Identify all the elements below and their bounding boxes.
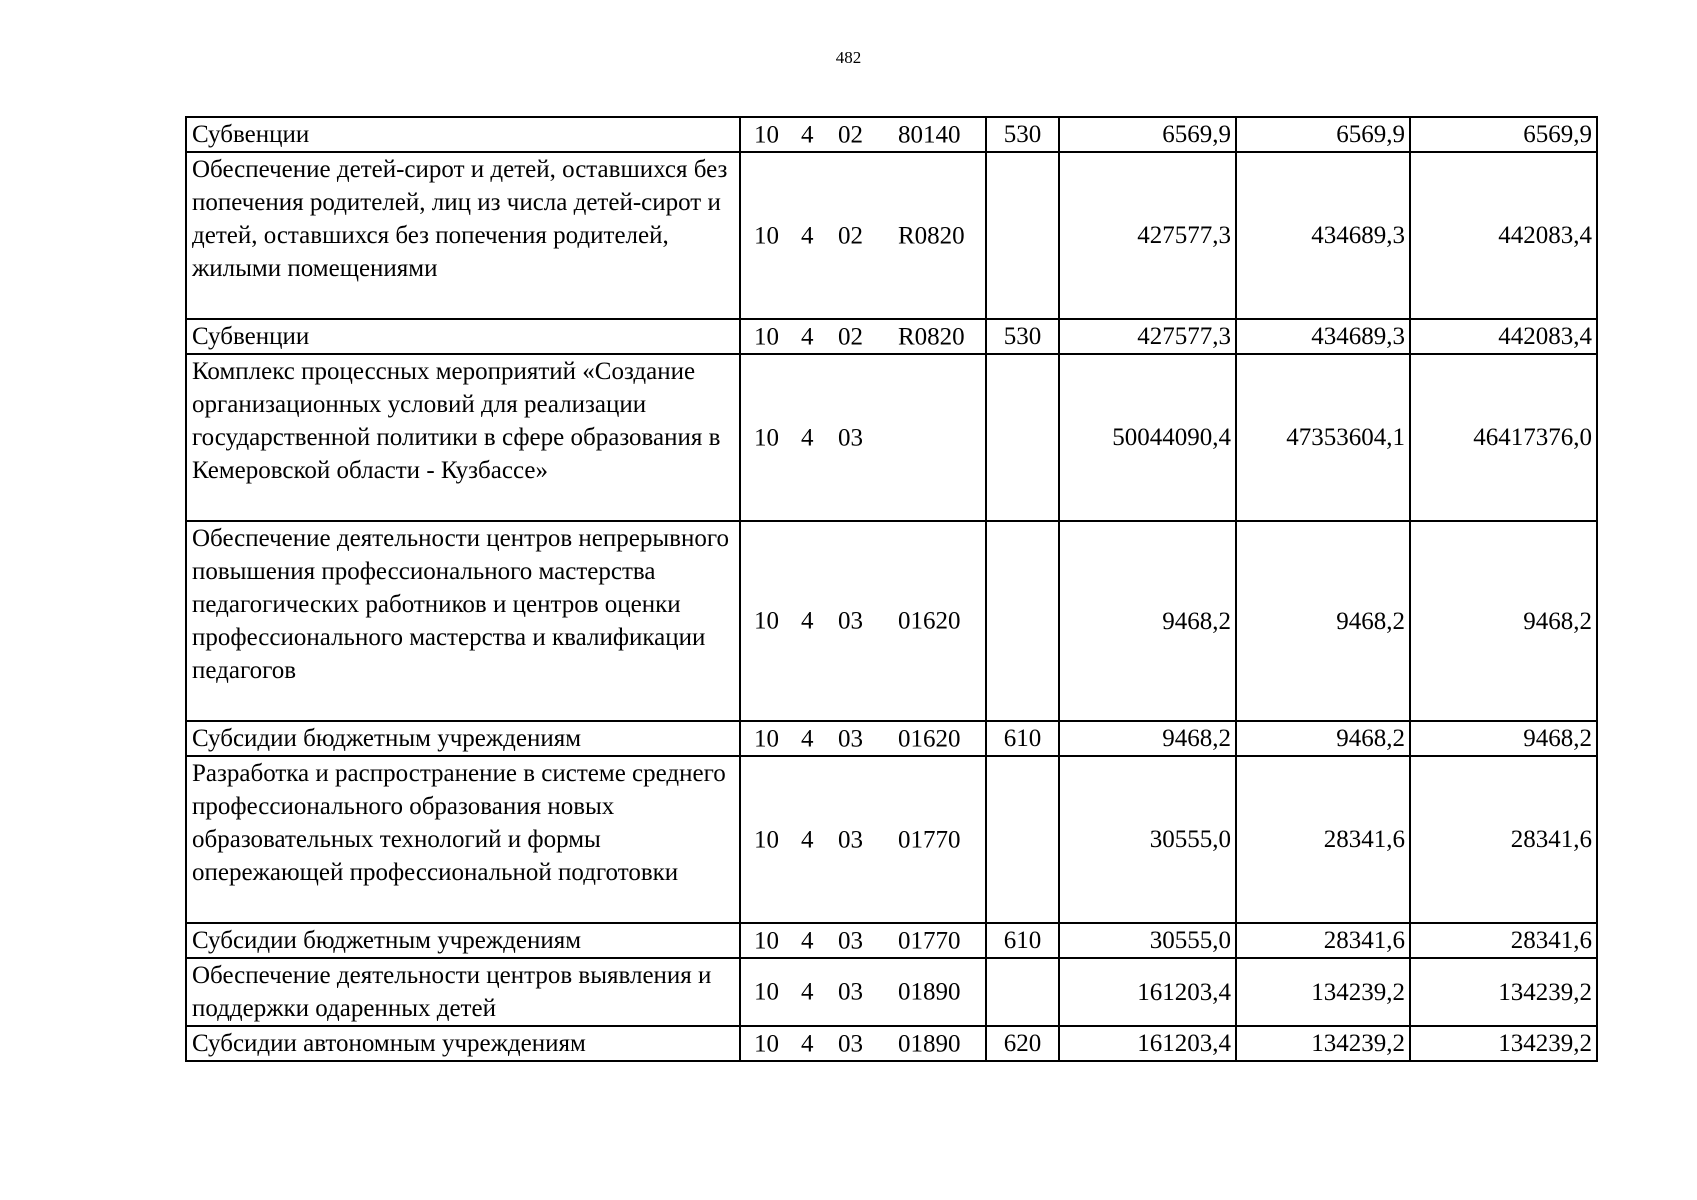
table-row [186, 923, 1597, 958]
code-section: 10 [754, 725, 779, 752]
amount-year-1: 427577,3 [1059, 152, 1236, 319]
table-row [186, 354, 1597, 521]
expense-type [986, 354, 1059, 521]
code-subprogram: 03 [838, 725, 863, 752]
code-direction: 01620 [898, 725, 961, 752]
code-program: 4 [801, 607, 814, 635]
row-codes [740, 1026, 986, 1061]
code-subprogram: 02 [838, 121, 863, 148]
amount-year-2: 434689,3 [1236, 152, 1410, 319]
amount-year-3: 442083,4 [1410, 152, 1597, 319]
code-direction: R0820 [898, 323, 965, 350]
code-direction: 01620 [898, 607, 961, 635]
code-program: 4 [801, 424, 814, 451]
table-row [186, 521, 1597, 721]
code-subprogram: 03 [838, 1030, 863, 1057]
row-name: Субвенции [186, 319, 740, 354]
table-row [186, 152, 1597, 319]
amount-year-2: 134239,2 [1236, 958, 1410, 1026]
table-row [186, 319, 1597, 354]
expense-type: 530 [986, 117, 1059, 152]
row-codes [740, 721, 986, 756]
expense-type: 610 [986, 721, 1059, 756]
code-subprogram: 02 [838, 222, 863, 249]
code-subprogram: 03 [838, 607, 863, 635]
code-section: 10 [754, 978, 779, 1006]
amount-year-2: 434689,3 [1236, 319, 1410, 354]
amount-year-1: 50044090,4 [1059, 354, 1236, 521]
budget-table-body [186, 117, 1597, 1061]
row-codes [740, 521, 986, 721]
code-direction: 01770 [898, 927, 961, 954]
code-direction: 01890 [898, 1030, 961, 1057]
code-program: 4 [801, 222, 814, 249]
code-subprogram: 03 [838, 424, 863, 451]
row-name: Субвенции [186, 117, 740, 152]
table-row [186, 1026, 1597, 1061]
code-direction: 01770 [898, 826, 961, 853]
amount-year-3: 9468,2 [1410, 721, 1597, 756]
expense-type: 610 [986, 923, 1059, 958]
row-codes [740, 117, 986, 152]
code-program: 4 [801, 927, 814, 954]
page-number: 482 [835, 48, 862, 67]
row-name: Субсидии бюджетным учреждениям [186, 721, 740, 756]
expense-type [986, 152, 1059, 319]
code-subprogram: 03 [838, 826, 863, 853]
amount-year-3: 28341,6 [1410, 756, 1597, 923]
code-subprogram: 03 [838, 927, 863, 954]
amount-year-2: 134239,2 [1236, 1026, 1410, 1061]
amount-year-1: 161203,4 [1059, 1026, 1236, 1061]
row-name: Обеспечение деятельности центров выявления и поддержки одаренных детей [186, 958, 740, 1026]
amount-year-2: 28341,6 [1236, 756, 1410, 923]
amount-year-2: 28341,6 [1236, 923, 1410, 958]
code-program: 4 [801, 725, 814, 752]
amount-year-2: 6569,9 [1236, 117, 1410, 152]
amount-year-3: 134239,2 [1410, 1026, 1597, 1061]
row-name: Комплекс процессных мероприятий «Создание организационных условий для реализации государственной политики в сфере образования в Кемеровской области - Кузбассе» [186, 354, 740, 521]
amount-year-3: 9468,2 [1410, 521, 1597, 721]
code-section: 10 [754, 424, 779, 451]
code-program: 4 [801, 1030, 814, 1057]
table-row [186, 721, 1597, 756]
amount-year-3: 6569,9 [1410, 117, 1597, 152]
table-row [186, 958, 1597, 1026]
amount-year-1: 9468,2 [1059, 521, 1236, 721]
code-program: 4 [801, 826, 814, 853]
code-subprogram: 03 [838, 978, 863, 1006]
amount-year-1: 427577,3 [1059, 319, 1236, 354]
amount-year-3: 442083,4 [1410, 319, 1597, 354]
amount-year-1: 30555,0 [1059, 756, 1236, 923]
amount-year-3: 46417376,0 [1410, 354, 1597, 521]
table-row [186, 117, 1597, 152]
table-row [186, 756, 1597, 923]
row-name: Обеспечение детей-сирот и детей, оставшихся без попечения родителей, лиц из числа детей-сирот и детей, оставшихся без попечения родителей, жилыми помещениями [186, 152, 740, 319]
amount-year-2: 9468,2 [1236, 721, 1410, 756]
expense-type [986, 521, 1059, 721]
row-name: Разработка и распространение в системе среднего профессионального образования новых образовательных технологий и формы опережающей профессиональной подготовки [186, 756, 740, 923]
amount-year-1: 9468,2 [1059, 721, 1236, 756]
row-codes [740, 923, 986, 958]
row-name: Субсидии автономным учреждениям [186, 1026, 740, 1061]
code-section: 10 [754, 1030, 779, 1057]
code-program: 4 [801, 978, 814, 1006]
code-program: 4 [801, 121, 814, 148]
row-codes [740, 354, 986, 521]
amount-year-1: 6569,9 [1059, 117, 1236, 152]
code-section: 10 [754, 222, 779, 249]
amount-year-3: 28341,6 [1410, 923, 1597, 958]
code-subprogram: 02 [838, 323, 863, 350]
code-program: 4 [801, 323, 814, 350]
code-section: 10 [754, 927, 779, 954]
expense-type: 620 [986, 1026, 1059, 1061]
code-section: 10 [754, 323, 779, 350]
row-codes [740, 756, 986, 923]
budget-table [185, 116, 1598, 1062]
amount-year-2: 9468,2 [1236, 521, 1410, 721]
code-direction: 01890 [898, 978, 961, 1006]
code-section: 10 [754, 607, 779, 635]
row-codes [740, 319, 986, 354]
expense-type [986, 756, 1059, 923]
code-section: 10 [754, 826, 779, 853]
row-name: Субсидии бюджетным учреждениям [186, 923, 740, 958]
amount-year-2: 47353604,1 [1236, 354, 1410, 521]
row-codes [740, 958, 986, 1026]
expense-type: 530 [986, 319, 1059, 354]
amount-year-1: 30555,0 [1059, 923, 1236, 958]
row-name: Обеспечение деятельности центров непрерывного повышения профессионального мастерства педагогических работников и центров оценки профессионального мастерства и квалификации педагогов [186, 521, 740, 721]
row-codes [740, 152, 986, 319]
code-direction: 80140 [898, 121, 961, 148]
amount-year-1: 161203,4 [1059, 958, 1236, 1026]
code-direction: R0820 [898, 222, 965, 249]
expense-type [986, 958, 1059, 1026]
amount-year-3: 134239,2 [1410, 958, 1597, 1026]
code-section: 10 [754, 121, 779, 148]
